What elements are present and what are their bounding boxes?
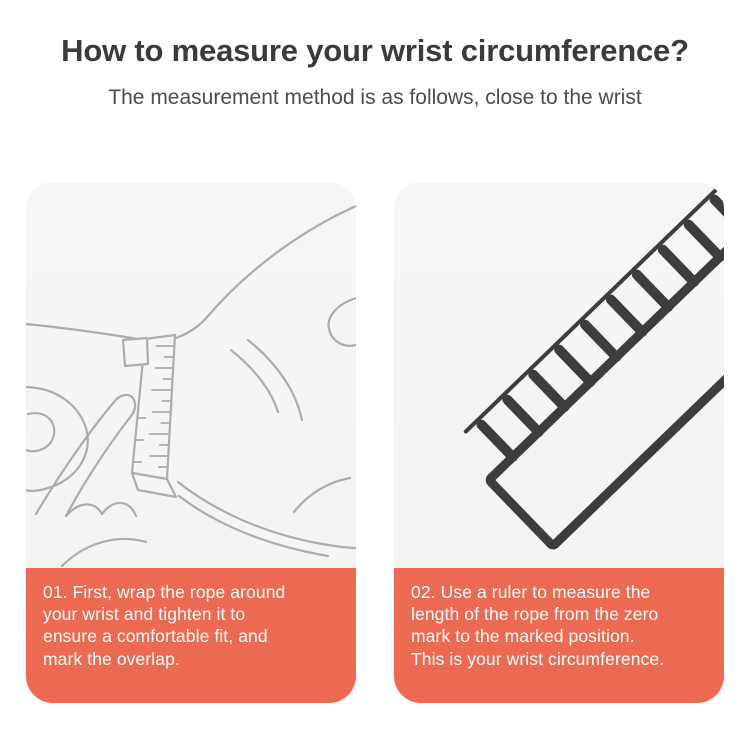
ruler-icon — [394, 182, 724, 568]
wrist-tape-illustration — [26, 182, 356, 568]
step-2-caption: 02. Use a ruler to measure the length of the rope from the zero mark to the marked position. This is your wrist circumference. — [411, 582, 665, 669]
ruler-illustration — [394, 182, 724, 568]
measuring-tape-wrist-icon — [26, 182, 356, 568]
step-card-2 — [394, 182, 724, 703]
header — [0, 0, 750, 110]
step-1-caption-box — [26, 568, 356, 703]
step-card-1 — [26, 182, 356, 703]
step-2-caption-box — [394, 568, 724, 703]
page-title: How to measure your wrist circumference? — [61, 33, 689, 68]
steps-row — [26, 182, 724, 703]
page-subtitle: The measurement method is as follows, close to the wrist — [108, 86, 642, 109]
step-1-caption: 01. First, wrap the rope around your wrist and tighten it to ensure a comfortable fit, and mark the overlap. — [43, 582, 286, 669]
